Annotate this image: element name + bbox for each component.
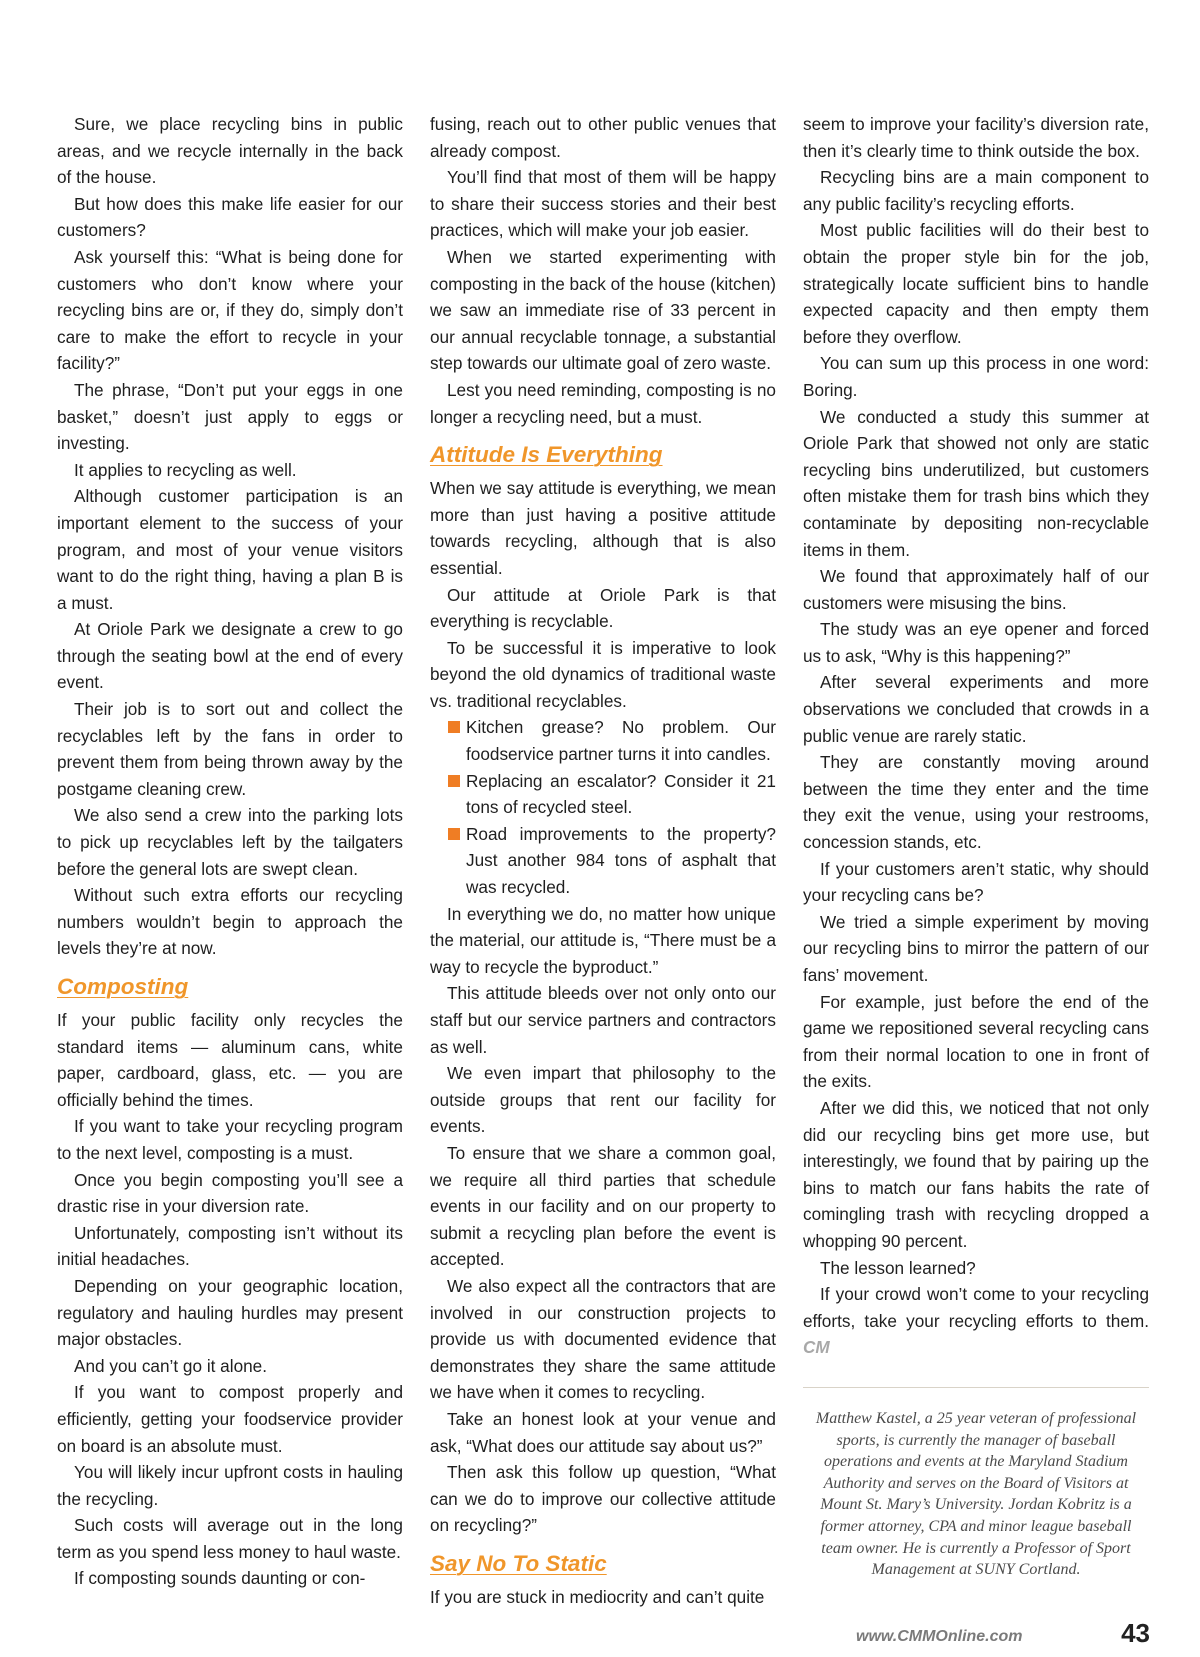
paragraph-text: If your crowd won’t come to your recycling efforts, take your recycling efforts to them. (803, 1284, 1149, 1331)
bullet-text: Road improvements to the property? Just another 984 tons of asphalt that was recycled. (466, 823, 776, 898)
paragraph: Take an honest look at your venue and ask, “What does our attitude say about us?” (430, 1408, 776, 1456)
bullet-text: Kitchen grease? No problem. Our foodservice partner turns it into candles. (466, 717, 776, 765)
paragraph: After we did this, we noticed that not only did our recycling bins get more use, but interestingly, we found that by pairing up the bins to match our fans habits the rate of comingling trash with recycling dropped a whopping 90 percent. (803, 1097, 1149, 1251)
square-bullet-icon (448, 828, 460, 840)
paragraph: Without such extra efforts our recycling numbers wouldn’t begin to approach the levels they’re at now. (57, 885, 403, 959)
bullet-item (430, 768, 776, 821)
paragraph: If your public facility only recycles the standard items — aluminum cans, white paper, cardboard, glass, etc. — you are officially behind the times. (57, 1010, 403, 1110)
paragraph: After several experiments and more observations we concluded that crowds in a public venue are rarely static. (803, 672, 1149, 746)
paragraph: If you want to compost properly and efficiently, getting your foodservice provider on board is an absolute must. (57, 1382, 403, 1456)
paragraph: When we say attitude is everything, we mean more than just having a positive attitude towards recycling, although that is also essential. (430, 478, 776, 578)
bullet-text: Replacing an escalator? Consider it 21 tons of recycled steel. (466, 770, 776, 818)
paragraph: We also send a crew into the parking lots to pick up recyclables left by the tailgaters before the general lots are swept clean. (57, 805, 403, 879)
paragraph: Sure, we place recycling bins in public areas, and we recycle internally in the back of the house. (57, 114, 403, 188)
paragraph: If composting sounds daunting or con- (74, 1568, 366, 1589)
bio-divider (803, 1387, 1149, 1388)
paragraph: But how does this make life easier for our customers? (57, 193, 403, 241)
author-bio: Matthew Kastel, a 25 year veteran of professional sports, is currently the manager of baseball operations and events at the Maryland Stadium Authority and serves on the Board of Visitors at Mount St. Mary’s University. Jordan Kobritz is a former attorney, CPA and minor league baseball team owner. He is currently a Professor of Sport Management at SUNY Cortland. (815, 1410, 1137, 1579)
paragraph: You’ll find that most of them will be happy to share their success stories and their best practices, which will make your job easier. (430, 167, 776, 241)
article-column-2 (430, 111, 776, 1610)
paragraph: fusing, reach out to other public venues that already compost. (430, 114, 776, 161)
paragraph: They are constantly moving around between the time they enter and the time they exit the venue, using your restrooms, concession stands, etc. (803, 752, 1149, 853)
paragraph: The phrase, “Don’t put your eggs in one basket,” doesn’t just apply to eggs or investing. (57, 379, 403, 454)
bullet-list (430, 714, 776, 900)
paragraph: Then ask this follow up question, “What can we do to improve our collective attitude on recycling?” (430, 1462, 776, 1536)
paragraph: To ensure that we share a common goal, we require all third parties that schedule events in our facility and on our property to submit a recycling plan before the event is accepted. (430, 1142, 776, 1270)
paragraph: Our attitude at Oriole Park is that everything is recyclable. (430, 584, 776, 632)
paragraph: Ask yourself this: “What is being done for customers who don’t know where your recycling bins are or, if they do, simply don’t care to make the effort to recycle in your facility?” (57, 246, 403, 374)
paragraph: Their job is to sort out and collect the recyclables left by the fans in order to prevent them from being thrown away by the postgame cleaning crew. (57, 699, 403, 799)
paragraph: We found that approximately half of our customers were misusing the bins. (803, 566, 1149, 613)
paragraph: At Oriole Park we designate a crew to go through the seating bowl at the end of every event. (57, 619, 403, 693)
paragraph: We conducted a study this summer at Oriole Park that showed not only are static recycling bins underutilized, but customers often mistake them for trash bins which they contaminate by depositing non-recyclable items in them. (803, 406, 1149, 560)
article-column-1 (57, 111, 403, 1592)
section-heading-attitude: Attitude Is Everything (430, 442, 663, 468)
paragraph: Such costs will average out in the long term as you spend less money to haul waste. (57, 1515, 403, 1562)
paragraph: Recycling bins are a main component to any public facility’s recycling efforts. (803, 167, 1149, 214)
paragraph-final (803, 1281, 1149, 1361)
section-heading-composting: Composting (57, 974, 189, 999)
page-number: 43 (1121, 1618, 1150, 1648)
bullet-item (430, 714, 776, 767)
paragraph: This attitude bleeds over not only onto our staff but our service partners and contractors as well. (430, 983, 776, 1057)
article-column-3 (803, 111, 1149, 1361)
paragraph: And you can’t go it alone. (74, 1355, 268, 1376)
paragraph: Unfortunately, composting isn’t without its initial headaches. (57, 1222, 403, 1270)
paragraph: We also expect all the contractors that are involved in our construction projects to provide us with documented evidence that demonstrates they share the same attitude we have when it comes to recycling. (430, 1275, 776, 1403)
paragraph: To be successful it is imperative to look beyond the old dynamics of traditional waste vs. traditional recyclables. (430, 637, 776, 711)
paragraph: You can sum up this process in one word: Boring. (803, 353, 1149, 400)
end-mark: CM (803, 1337, 830, 1358)
paragraph: For example, just before the end of the game we repositioned several recycling cans from their normal location to one in front of the exits. (803, 991, 1149, 1092)
paragraph: If your customers aren’t static, why should your recycling cans be? (803, 858, 1149, 906)
paragraph: In everything we do, no matter how unique the material, our attitude is, “There must be a way to recycle the byproduct.” (430, 903, 776, 977)
paragraph: When we started experimenting with composting in the back of the house (kitchen) we saw an immediate rise of 33 percent in our annual recyclable tonnage, a substantial step towards our ultimate goal of zero waste. (430, 246, 776, 374)
paragraph: Most public facilities will do their best to obtain the proper style bin for the job, strategically locate sufficient bins to handle expected capacity and then empty them before they overflow. (803, 220, 1149, 347)
paragraph: The study was an eye opener and forced us to ask, “Why is this happening?” (803, 619, 1149, 666)
paragraph: It applies to recycling as well. (74, 459, 297, 480)
paragraph: If you are stuck in mediocrity and can’t quite (430, 1586, 765, 1607)
paragraph: We even impart that philosophy to the outside groups that rent our facility for events. (430, 1063, 776, 1137)
paragraph: You will likely incur upfront costs in hauling the recycling. (57, 1462, 403, 1509)
paragraph: Once you begin composting you’ll see a drastic rise in your diversion rate. (57, 1169, 403, 1217)
paragraph: Lest you need reminding, composting is no longer a recycling need, but a must. (430, 379, 776, 427)
bullet-item (430, 821, 776, 901)
paragraph: Depending on your geographic location, regulatory and hauling hurdles may present major obstacles. (57, 1275, 403, 1350)
square-bullet-icon (448, 721, 460, 733)
section-heading-static: Say No To Static (430, 1550, 607, 1576)
paragraph: We tried a simple experiment by moving our recycling bins to mirror the pattern of our fans’ movement. (803, 911, 1149, 985)
square-bullet-icon (448, 775, 460, 787)
paragraph: If you want to take your recycling program to the next level, composting is a must. (57, 1116, 403, 1163)
paragraph: The lesson learned? (820, 1257, 976, 1278)
paragraph: Although customer participation is an important element to the success of your program, and most of your venue visitors want to do the right thing, having a plan B is a must. (57, 486, 403, 613)
footer-url: www.CMMOnline.com (856, 1628, 1023, 1645)
paragraph: seem to improve your facility’s diversion rate, then it’s clearly time to think outside the box. (803, 114, 1149, 161)
